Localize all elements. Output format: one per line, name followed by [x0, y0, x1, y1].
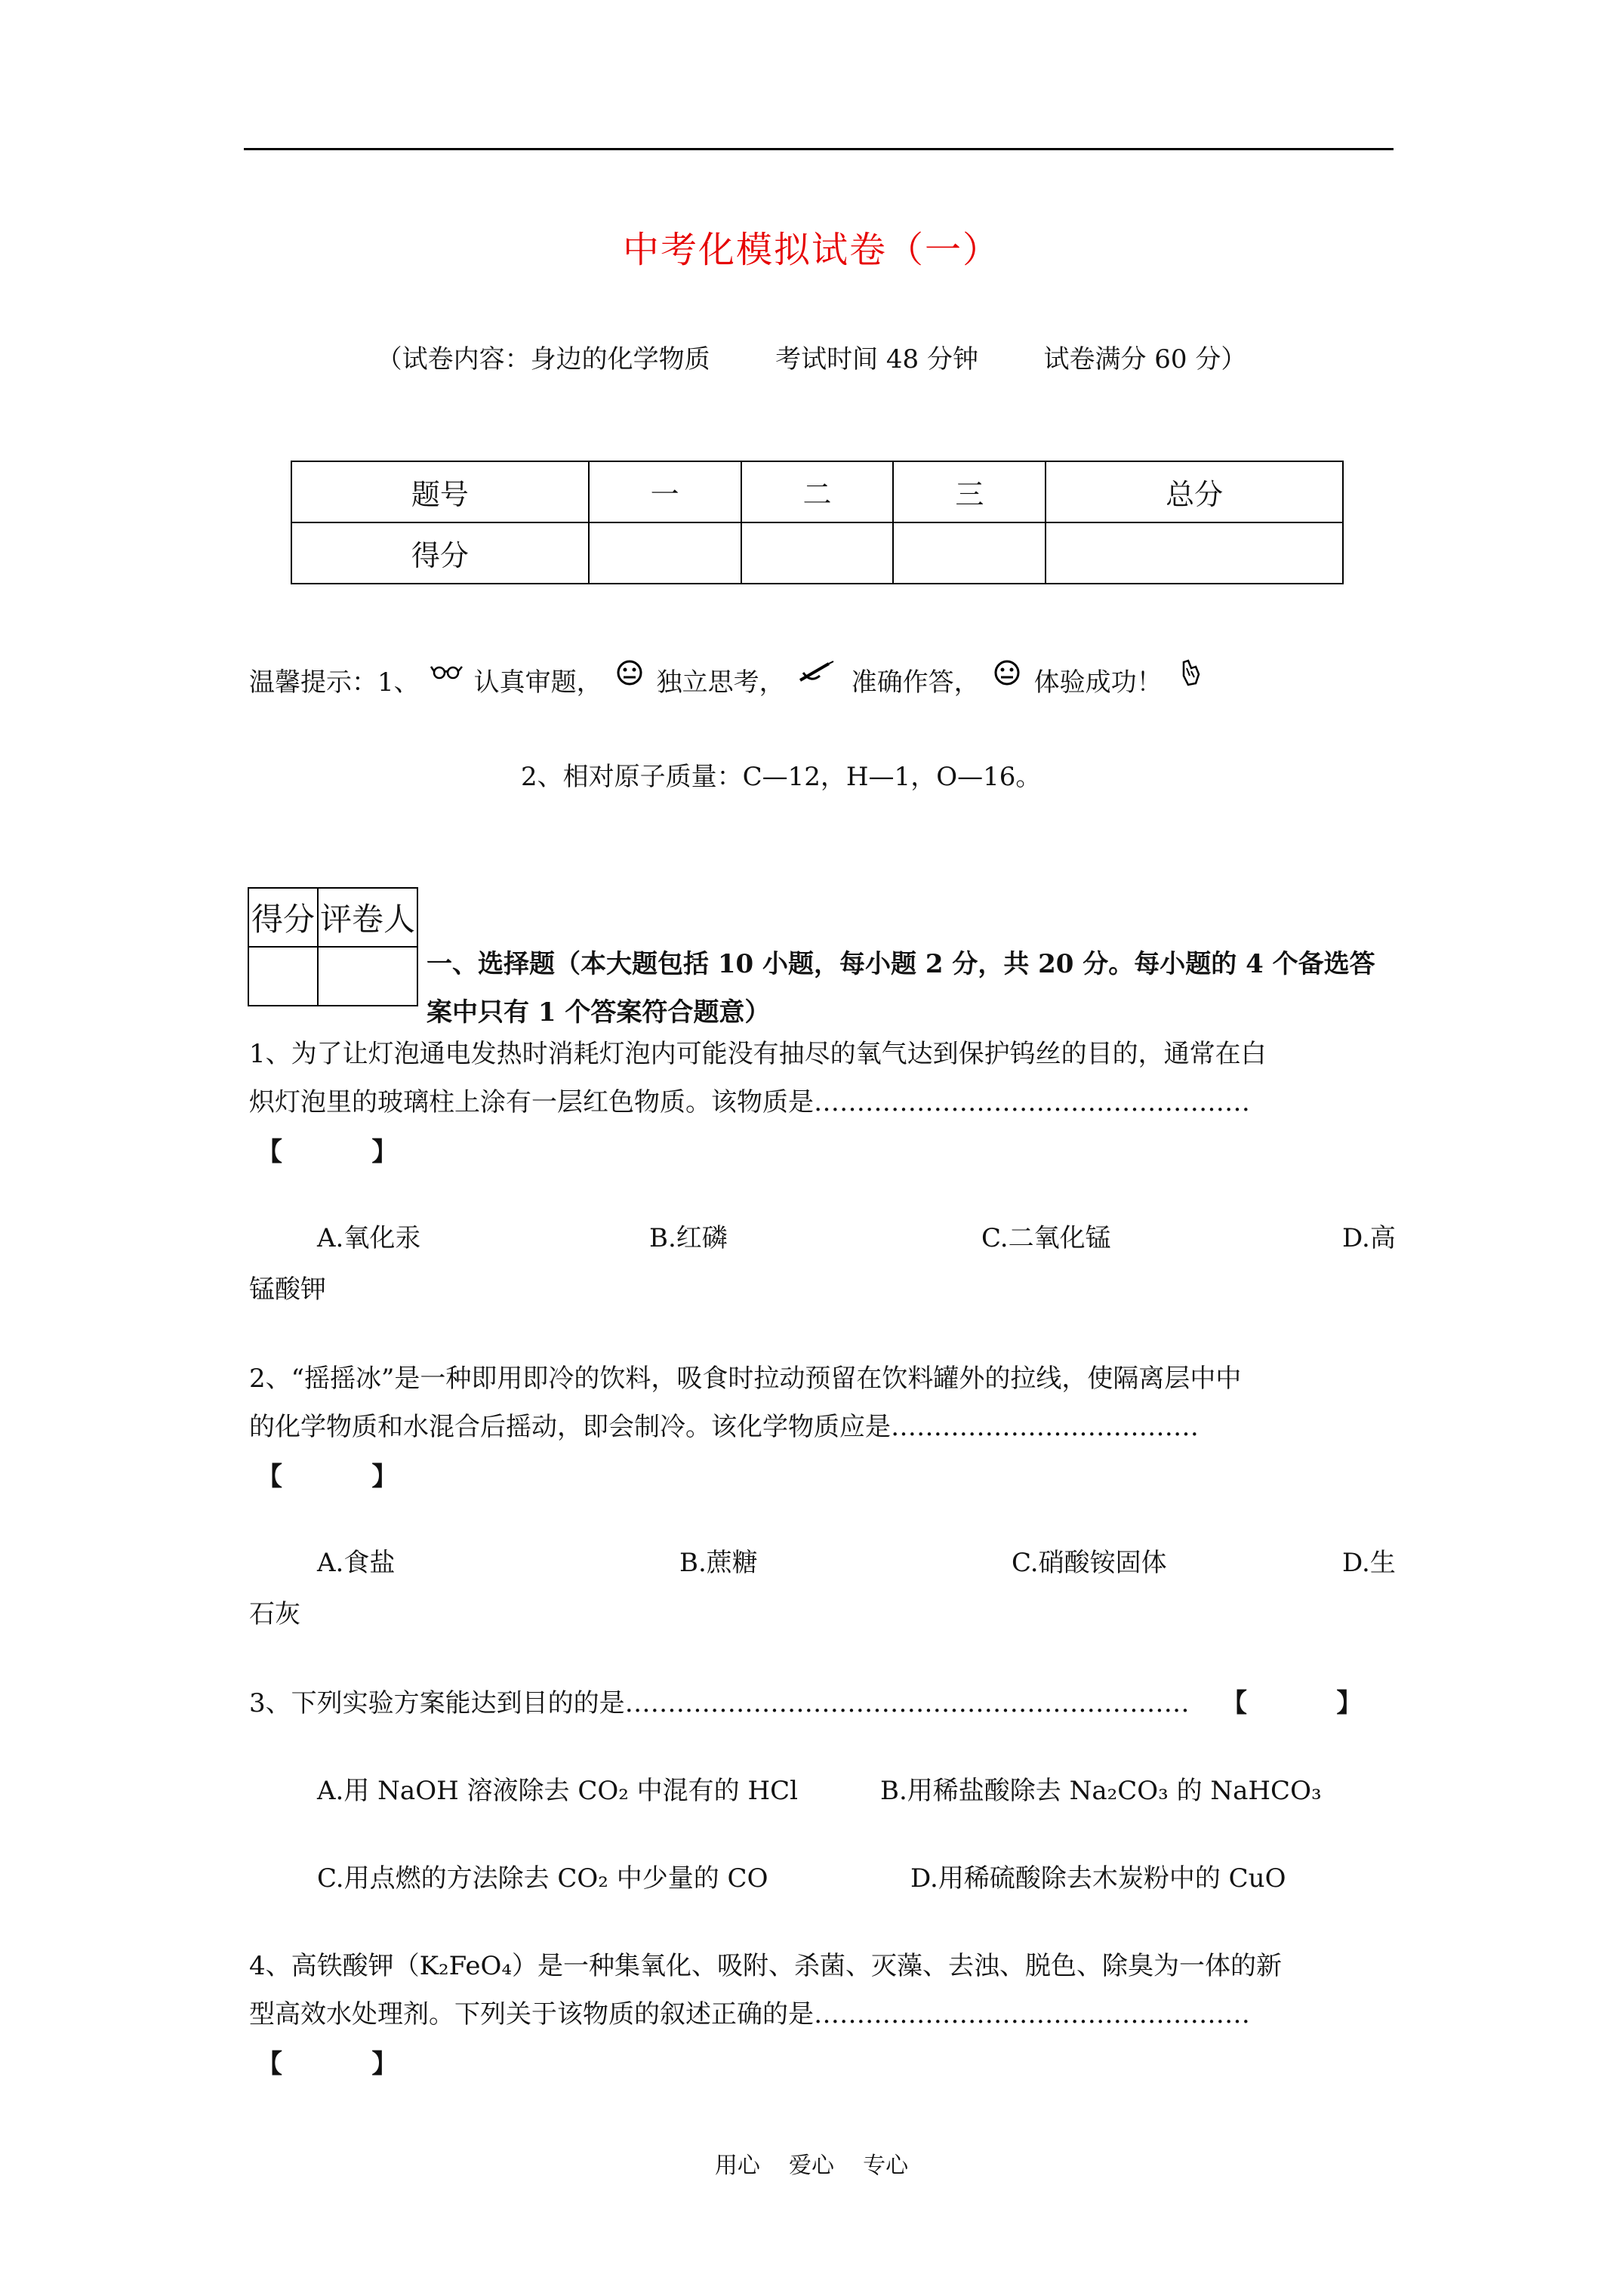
hint-line-1: [249, 661, 1217, 698]
question-text: 的化学物质和水混合后摇动，即会制冷。该化学物质应是………………………………: [249, 1412, 1199, 1442]
score-table-cell: 题号: [291, 461, 589, 522]
question-text: 1、为了让灯泡通电发热时消耗灯泡内可能没有抽尽的氧气达到保护钨丝的目的，通常在白: [249, 1039, 1267, 1069]
top-rule: [244, 148, 1394, 150]
score-table-cell: 二: [741, 461, 894, 522]
option[interactable]: D.高: [1342, 1223, 1396, 1253]
page-title: 中考化模拟试卷（一）: [622, 229, 1000, 271]
question-text: 2、“摇摇冰”是一种即用即冷的饮料，吸食时拉动预留在饮料罐外的拉线，使隔离层中中: [249, 1364, 1242, 1394]
score-table-score-row: [291, 522, 1343, 584]
option[interactable]: B.用稀盐酸除去 Na₂CO₃ 的 NaHCO₃: [880, 1776, 1322, 1806]
hand-icon: [1173, 658, 1206, 688]
score-table-blank[interactable]: [1046, 522, 1343, 584]
pen-icon: [796, 658, 841, 688]
option[interactable]: A.用 NaOH 溶液除去 CO₂ 中混有的 HCl: [317, 1776, 799, 1806]
question-text: 3、下列实验方案能达到目的的是…………………………………………………………: [249, 1688, 1190, 1718]
question-text: 4、高铁酸钾（K₂FeO₄）是一种集氧化、吸附、杀菌、灭藻、去浊、脱色、除臭为一体的新: [249, 1951, 1283, 1981]
smiley-icon: [613, 658, 646, 688]
atomic-mass-hint: 2、相对原子质量：C—12，H—1，O—16。: [521, 762, 1042, 792]
score-table-header-row: [291, 461, 1343, 522]
option[interactable]: B.红磷: [649, 1223, 728, 1253]
smiley-icon: [990, 658, 1024, 688]
option[interactable]: C.用点燃的方法除去 CO₂ 中少量的 CO: [317, 1863, 768, 1894]
option-wrap: 锰酸钾: [249, 1274, 326, 1305]
page-footer: 用心 爱心 专心: [714, 2153, 909, 2179]
hint-item: 认真审题，: [473, 667, 602, 698]
exam-info: （试卷内容：身边的化学物质 考试时间 48 分钟 试卷满分 60 分）: [376, 344, 1247, 374]
grader-score-blank[interactable]: [248, 947, 318, 1006]
question-text: 炽灯泡里的玻璃柱上涂有一层红色物质。该物质是……………………………………………: [249, 1087, 1250, 1117]
score-table-blank[interactable]: [893, 522, 1046, 584]
hint-prefix: 温馨提示：1、: [249, 667, 420, 698]
score-table-blank[interactable]: [589, 522, 741, 584]
grader-score-label: 得分: [248, 888, 318, 947]
score-table-cell: 总分: [1046, 461, 1343, 522]
hint-item: 体验成功！: [1033, 667, 1163, 698]
hint-item: 独立思考，: [656, 667, 785, 698]
option[interactable]: D.用稀硫酸除去木炭粉中的 CuO: [910, 1863, 1286, 1894]
glasses-icon: [430, 658, 463, 688]
score-table-blank[interactable]: [741, 522, 894, 584]
question-text: 型高效水处理剂。下列关于该物质的叙述正确的是……………………………………………: [249, 1999, 1250, 2029]
grader-name-label: 评卷人: [318, 888, 417, 947]
option[interactable]: A.氧化汞: [317, 1223, 421, 1253]
score-table-cell: 三: [893, 461, 1046, 522]
score-table-cell: 得分: [291, 522, 589, 584]
option[interactable]: D.生: [1342, 1548, 1396, 1578]
answer-bracket[interactable]: 【 】: [257, 2049, 398, 2079]
section-heading: 一、选择题（本大题包括 10 小题，每小题 2 分，共 20 分。每小题的 4 个备选答案中只有 1 个答案符合题意）: [427, 949, 1375, 1028]
option[interactable]: C.二氧化锰: [981, 1223, 1111, 1253]
option[interactable]: B.蔗糖: [679, 1548, 758, 1578]
score-table: [291, 461, 1344, 584]
answer-bracket[interactable]: 【 】: [257, 1137, 398, 1167]
score-table-cell: 一: [589, 461, 741, 522]
grader-box: [248, 887, 418, 1006]
answer-bracket[interactable]: 【 】: [1221, 1688, 1363, 1718]
option[interactable]: C.硝酸铵固体: [1012, 1548, 1167, 1578]
answer-bracket[interactable]: 【 】: [257, 1462, 398, 1492]
grader-name-blank[interactable]: [318, 947, 417, 1006]
hint-item: 准确作答，: [851, 667, 980, 698]
option[interactable]: A.食盐: [317, 1548, 396, 1578]
option-wrap: 石灰: [249, 1599, 300, 1629]
